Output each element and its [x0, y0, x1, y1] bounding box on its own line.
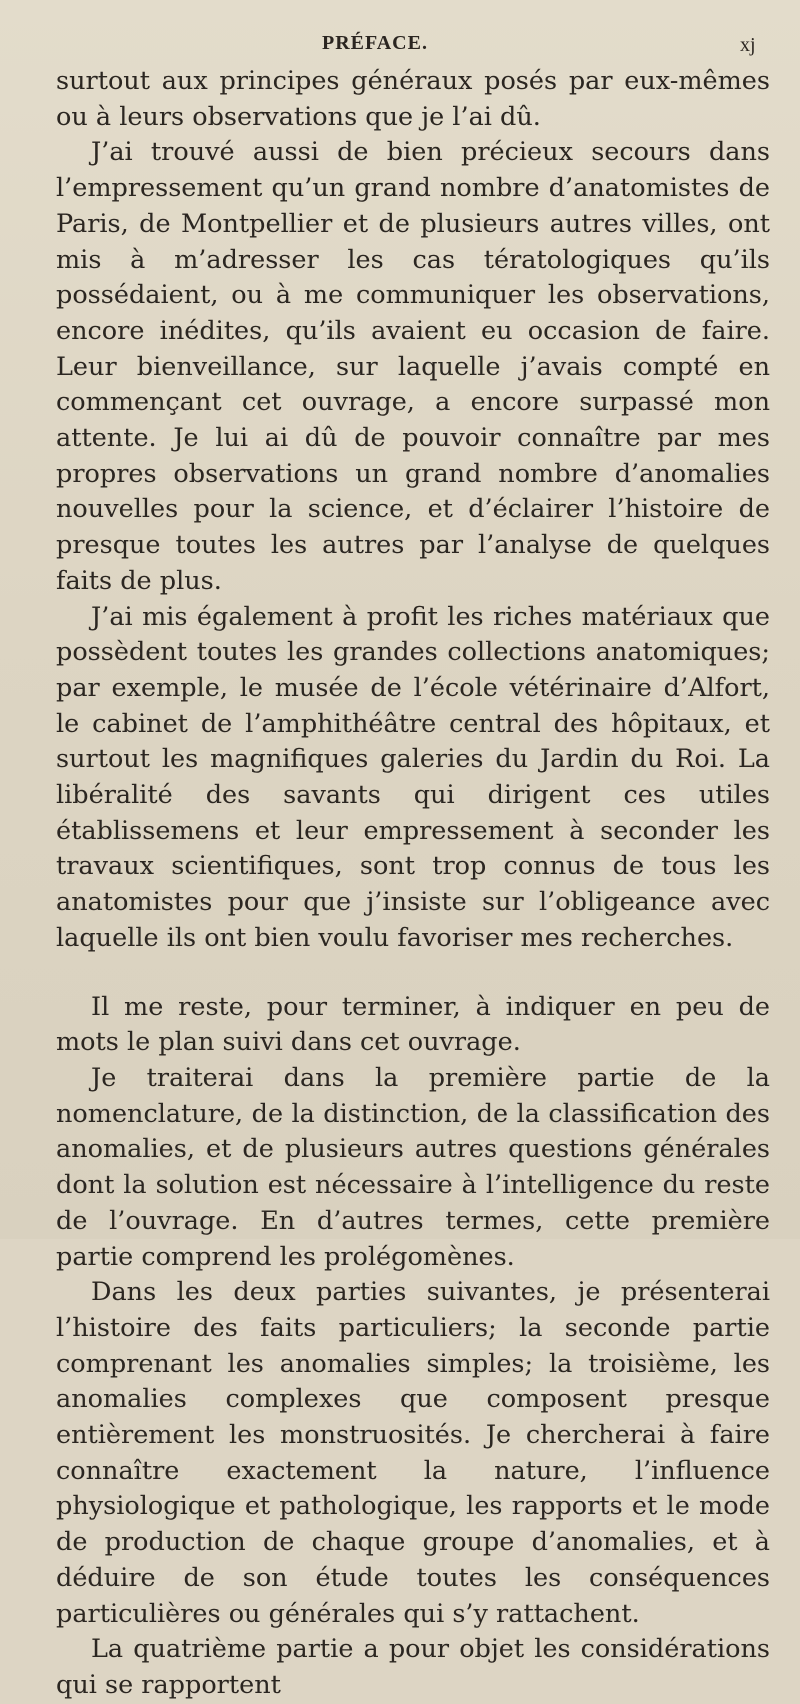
paragraph-continuation: surtout aux principes généraux posés par eux-mêmes ou à leurs observations que je l’ai dû.: [56, 66, 770, 132]
running-head: [0, 32, 800, 62]
paragraph: J’ai mis également à profit les riches matériaux que possèdent toutes les grandes collections anatomiques; par exemple, le musée de l’école vétérinaire d’Alfort, le cabinet de l’amphithéâtre central des hôpitaux, et surtout les magnifiques galeries du Jardin du Roi. La libéralité des savants qui dirigent ces utiles établissemens et leur empressement à seconder les travaux scientifiques, sont trop connus de tous les anatomistes pour que j’insiste sur l’obligeance avec laquelle ils ont bien voulu favoriser mes recherches.: [56, 601, 770, 953]
paragraph: Dans les deux parties suivantes, je présenterai l’histoire des faits particuliers; la seconde partie comprenant les anomalies simples; la troisième, les anomalies complexes que composent presque entièrement les monstruosités. Je chercherai à faire connaître exactement la nature, l’influence physiologique et pathologique, les rapports et le mode de production de chaque groupe d’anomalies, et à déduire de son étude toutes les conséquences particulières ou générales qui s’y rattachent.: [56, 1277, 770, 1629]
page-number: xj: [740, 34, 756, 56]
paragraph: J’ai trouvé aussi de bien précieux secours dans l’empressement qu’un grand nombre d’anatomistes de Paris, de Montpellier et de plusieurs autres villes, ont mis à m’adresser les cas tératologiques qu’ils possédaient, ou à me communiquer les observations, encore inédites, qu’ils avaient eu occasion de faire. Leur bienveillance, sur laquelle j’avais compté en commençant cet ouvrage, a encore surpassé mon attente. Je lui ai dû de pouvoir connaître par mes propres observations un grand nombre d’anomalies nouvelles pour la science, et d’éclairer l’histoire de presque toutes les autres par l’analyse de quelques faits de plus.: [56, 137, 770, 596]
paragraph: Je traiterai dans la première partie de la nomenclature, de la distinction, de la classification des anomalies, et de plusieurs autres questions générales dont la solution est nécessaire à l’intelligence du reste de l’ouvrage. En d’autres termes, cette première partie comprend les prolégomènes.: [56, 1062, 770, 1272]
paragraph-last-line: La quatrième partie a pour objet les considérations qui se rapportent: [56, 1634, 770, 1700]
running-title: PRÉFACE.: [322, 32, 428, 54]
paragraph-plan-intro: Il me reste, pour terminer, à indiquer en peu de mots le plan suivi dans cet ouvrage.: [56, 991, 770, 1058]
body-text: [56, 64, 770, 1704]
